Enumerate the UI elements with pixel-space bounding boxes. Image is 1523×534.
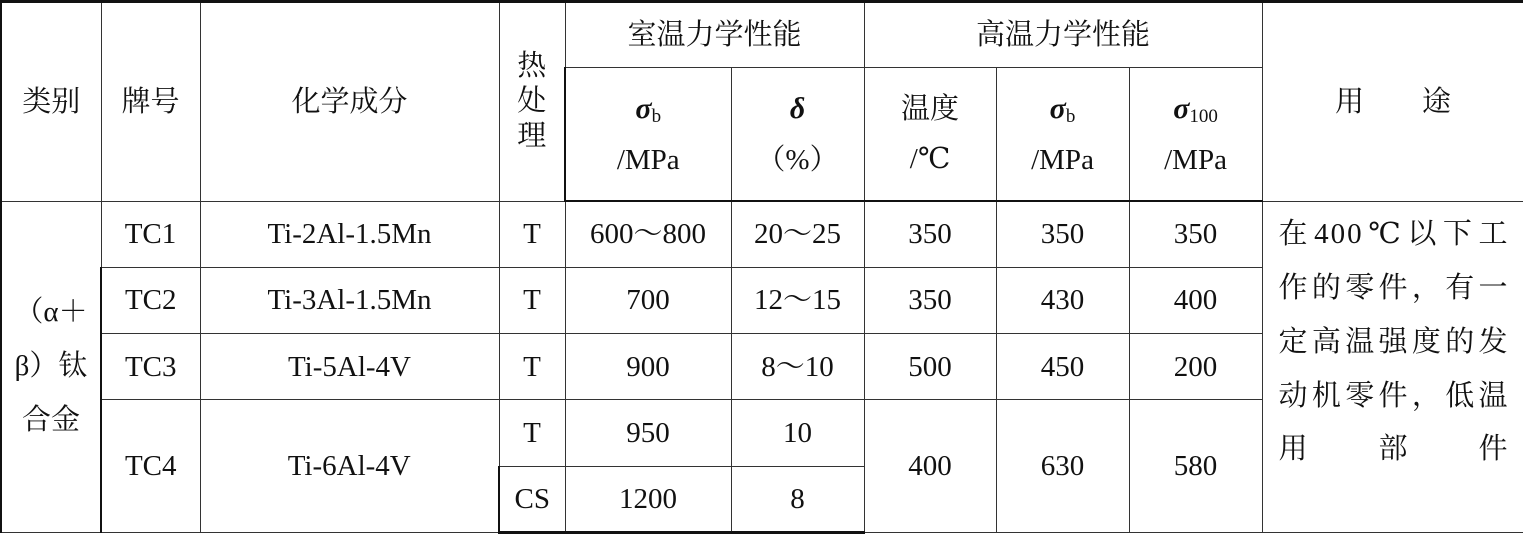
composition-cell: Ti-5Al-4V: [200, 334, 499, 400]
rt-sigma-b-cell: 950: [565, 400, 731, 466]
ht-temperature-cell: 400: [864, 400, 996, 533]
rt-delta-cell: 8～10: [731, 334, 864, 400]
header-category: 类别: [1, 2, 101, 202]
sigma-subscript: b: [651, 105, 662, 127]
grade-cell: TC3: [101, 334, 200, 400]
heat-treatment-cell: T: [499, 334, 565, 400]
unit-label: /MPa: [1164, 144, 1227, 177]
heat-treatment-cell: T: [499, 201, 565, 267]
header-rt-delta: [731, 68, 864, 202]
header-rt-sigma-b: [565, 68, 731, 202]
sigma-symbol: σ: [1049, 91, 1066, 125]
composition-cell: Ti-2Al-1.5Mn: [200, 201, 499, 267]
sigma-symbol: σ: [635, 91, 652, 125]
rt-delta-cell: 8: [731, 466, 864, 532]
ht-sigma-b-cell: 430: [996, 267, 1129, 333]
unit-label: /℃: [909, 143, 951, 176]
ht-sigma-100-cell: 400: [1129, 267, 1262, 333]
ht-sigma-100-cell: 200: [1129, 334, 1262, 400]
table-row: [1, 201, 1523, 267]
grade-cell: TC4: [101, 400, 200, 533]
ht-sigma-100-cell: 580: [1129, 400, 1262, 533]
header-heat-treatment: [499, 2, 565, 202]
header-composition: 化学成分: [200, 2, 499, 202]
category-label: （α＋β）钛合金: [14, 296, 88, 436]
unit-label: （%）: [756, 143, 839, 176]
header-room-temp-group: 室温力学性能: [565, 2, 864, 68]
sigma-symbol: σ: [1173, 91, 1190, 125]
unit-label: /MPa: [616, 144, 680, 177]
temperature-label: 温度: [901, 92, 960, 125]
heat-treatment-cell: T: [499, 400, 565, 466]
grade-cell: TC1: [101, 201, 200, 267]
header-high-temp-group: 高温力学性能: [864, 2, 1262, 68]
composition-cell: Ti-6Al-4V: [200, 400, 499, 533]
ht-temperature-cell: 500: [864, 334, 996, 400]
unit-label: /MPa: [1031, 144, 1094, 177]
rt-delta-cell: 12～15: [731, 267, 864, 333]
sigma-subscript: b: [1065, 105, 1076, 127]
ht-sigma-b-cell: 630: [996, 400, 1129, 533]
header-ht-temperature: [864, 68, 996, 202]
rt-sigma-b-cell: 700: [565, 267, 731, 333]
usage-cell: [1262, 201, 1523, 532]
category-cell: [1, 201, 101, 532]
ht-sigma-b-cell: 350: [996, 201, 1129, 267]
header-ht-sigma-100: [1129, 68, 1262, 202]
rt-delta-cell: 20～25: [731, 201, 864, 267]
rt-sigma-b-cell: 900: [565, 334, 731, 400]
heat-treatment-cell: CS: [499, 466, 565, 532]
ht-temperature-cell: 350: [864, 267, 996, 333]
grade-cell: TC2: [101, 267, 200, 333]
heat-treatment-cell: T: [499, 267, 565, 333]
sigma-subscript: 100: [1189, 105, 1218, 127]
composition-cell: Ti-3Al-1.5Mn: [200, 267, 499, 333]
header-ht-sigma-b: [996, 68, 1129, 202]
ht-sigma-100-cell: 350: [1129, 201, 1262, 267]
rt-sigma-b-cell: 1200: [565, 466, 731, 532]
header-grade: 牌号: [101, 2, 200, 202]
header-usage: 用 途: [1262, 2, 1523, 202]
header-heat-treatment-label: 热处理: [517, 50, 547, 153]
rt-delta-cell: 10: [731, 400, 864, 466]
ht-sigma-b-cell: 450: [996, 334, 1129, 400]
rt-sigma-b-cell: 600～800: [565, 201, 731, 267]
ht-temperature-cell: 350: [864, 201, 996, 267]
usage-text: 在400℃以下工作的零件，有一定高温强度的发动机零件，低温用部件: [1278, 217, 1510, 466]
delta-symbol: δ: [789, 92, 806, 126]
